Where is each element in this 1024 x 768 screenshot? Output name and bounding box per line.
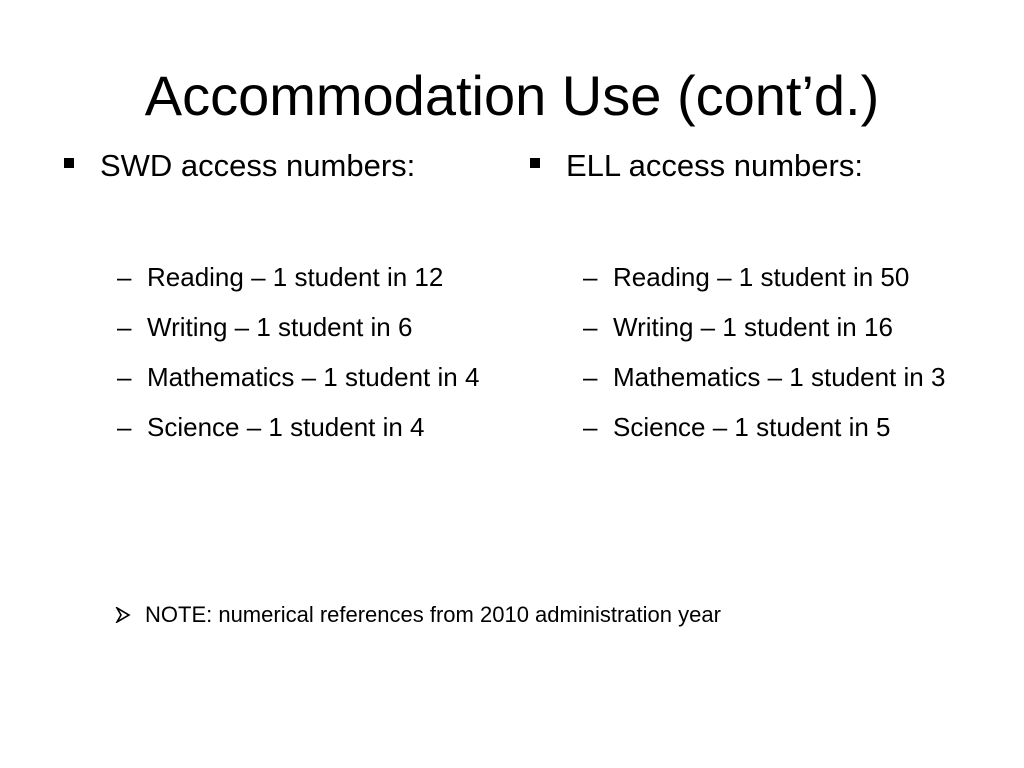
swd-heading: SWD access numbers: [100,148,416,183]
square-bullet-icon [530,158,540,168]
ell-list [528,257,998,447]
list-item [117,357,512,397]
dash-bullet: – [117,312,132,342]
dash-bullet: – [117,362,132,392]
ell-heading: ELL access numbers: [566,148,863,183]
list-item [583,257,1003,297]
list-item [583,307,1003,347]
list-item-text: Writing – 1 student in 6 [147,312,413,342]
dash-bullet: – [583,262,598,292]
swd-list [62,257,512,447]
note [115,600,995,630]
list-item-text: Reading – 1 student in 50 [613,262,910,292]
arrow-bullet-icon [115,607,131,623]
dash-bullet: – [117,412,132,442]
list-item-text: Science – 1 student in 4 [147,412,425,442]
note-text: NOTE: numerical references from 2010 administration year [145,602,721,627]
list-item-text: Mathematics – 1 student in 3 [613,362,946,392]
list-item-text: Mathematics – 1 student in 4 [147,362,480,392]
list-item [117,257,512,297]
list-item-text: Writing – 1 student in 16 [613,312,893,342]
list-item [583,357,1003,397]
dash-bullet: – [583,312,598,342]
dash-bullet: – [583,412,598,442]
list-item-text: Reading – 1 student in 12 [147,262,444,292]
right-column [528,145,998,457]
list-item-text: Science – 1 student in 5 [613,412,891,442]
list-item [583,407,1003,447]
slide-title: Accommodation Use (cont’d.) [144,64,880,127]
dash-bullet: – [583,362,598,392]
swd-heading-item [62,145,512,187]
ell-heading-item [528,145,998,187]
square-bullet-icon [64,158,74,168]
left-column [62,145,512,457]
dash-bullet: – [117,262,132,292]
list-item [117,307,512,347]
list-item [117,407,512,447]
